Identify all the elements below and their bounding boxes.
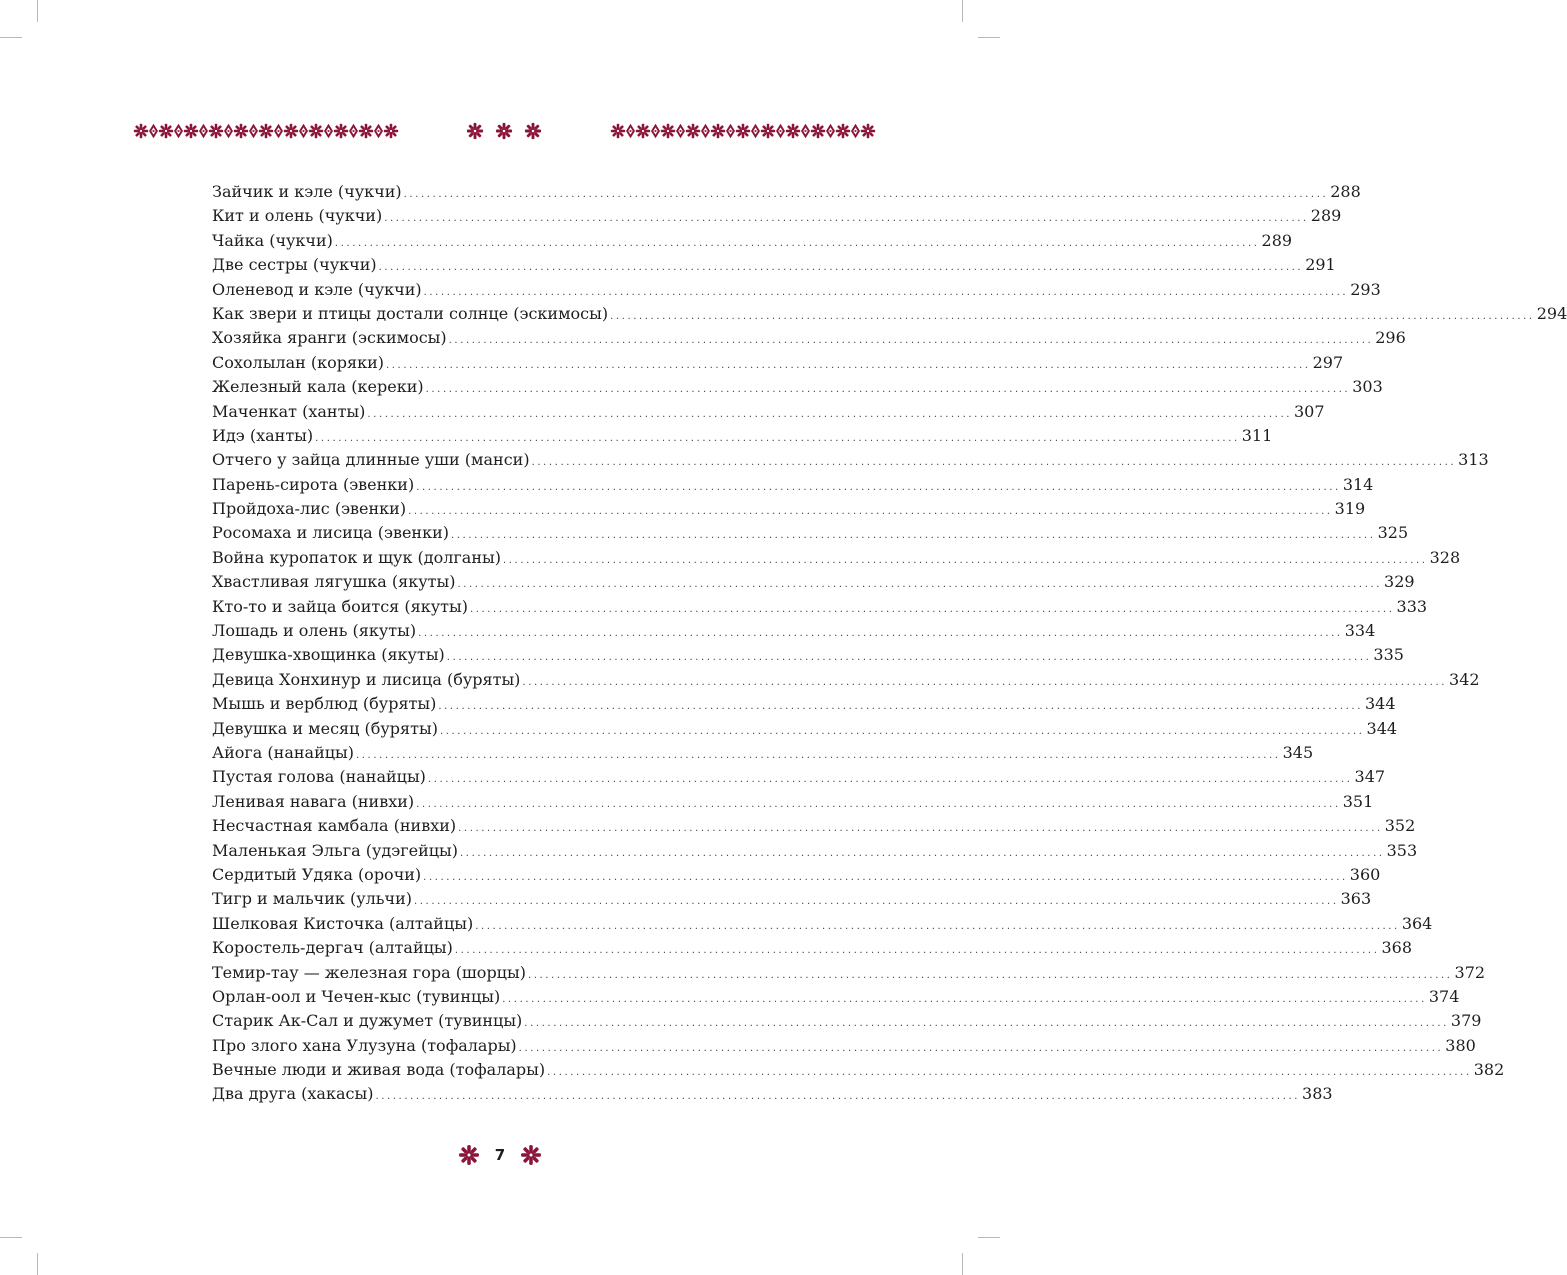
toc-entry-page: 291 [1305, 255, 1336, 275]
flower-ornament-icon [208, 123, 224, 139]
diamond-ornament-icon [751, 123, 760, 139]
diamond-ornament-icon [626, 123, 635, 139]
diamond-ornament-icon [374, 123, 383, 139]
crop-mark [962, 1253, 963, 1275]
toc-entry-page: 313 [1458, 450, 1489, 470]
dot-leader: ................................................................................................................................................................ [469, 603, 1395, 615]
dot-leader: ................................................................................................................................................................ [416, 798, 1341, 810]
toc-entry-title: Ленивая навага (нивхи) [212, 791, 415, 811]
dot-leader: ................................................................................................................................................................ [375, 1091, 1301, 1103]
toc-entry-title: Мышь и верблюд (буряты) [212, 694, 437, 714]
flower-ornament-icon [183, 123, 199, 139]
toc-entry-page: 325 [1377, 523, 1409, 543]
toc-entry-page: 363 [1340, 889, 1372, 909]
dot-leader: ................................................................................................................................................................ [423, 286, 1349, 298]
dot-leader: ................................................................................................................................................................ [416, 481, 1341, 493]
dot-leader: ................................................................................................................................................................ [527, 969, 1453, 981]
dot-leader: ................................................................................................................................................................ [367, 408, 1292, 420]
diamond-ornament-icon [274, 123, 283, 139]
toc-entry-page: 335 [1373, 645, 1404, 665]
dot-leader: ................................................................................................................................................................ [334, 237, 1260, 249]
flower-ornament-icon [358, 123, 374, 139]
flower-ornament-icon [860, 123, 876, 139]
toc-entry [212, 546, 1461, 570]
toc-entry-page: 351 [1342, 791, 1374, 811]
toc-entry-page: 334 [1344, 621, 1376, 641]
toc-entry [212, 668, 1480, 692]
dot-leader: ................................................................................................................................................................ [356, 749, 1281, 761]
crop-mark [37, 1253, 38, 1275]
dot-leader: ................................................................................................................................................................ [475, 920, 1400, 932]
toc-entry-page: 380 [1445, 1035, 1476, 1055]
crop-mark [0, 1237, 22, 1238]
dot-leader: ................................................................................................................................................................ [414, 896, 1339, 908]
toc-entry-page: 344 [1366, 718, 1398, 738]
toc-entry-page: 364 [1401, 913, 1433, 933]
flower-ornament-icon [810, 123, 826, 139]
toc-entry-page: 353 [1386, 840, 1418, 860]
toc-entry-title: Девушка-хвощинка (якуты) [212, 645, 445, 665]
toc-entry-title: Коростель-дергач (алтайцы) [212, 938, 453, 958]
toc-entry [212, 912, 1433, 936]
diamond-ornament-icon [801, 123, 810, 139]
toc-entry-title: Как звери и птицы достали солнце (эскимосы) [212, 303, 609, 323]
flower-ornament-icon [835, 123, 851, 139]
diamond-ornament-icon [149, 123, 158, 139]
toc-entry-page: 319 [1334, 499, 1366, 519]
toc-entry-title: Хвастливая лягушка (якуты) [212, 572, 456, 592]
toc-entry [212, 473, 1374, 497]
header-ornament-center [466, 116, 542, 146]
toc-entry-page: 294 [1536, 303, 1567, 323]
dot-leader: ................................................................................................................................................................ [315, 432, 1240, 444]
dot-leader: ................................................................................................................................................................ [454, 945, 1380, 957]
toc-entry-page: 329 [1384, 572, 1415, 592]
toc-entry-title: Шелковая Кисточка (алтайцы) [212, 913, 474, 933]
toc-entry-title: Оленевод и кэле (чукчи) [212, 279, 422, 299]
toc-entry [212, 278, 1381, 302]
toc-entry [212, 765, 1386, 789]
toc-entry-title: Орлан-оол и Чечен-кыс (тувинцы) [212, 986, 501, 1006]
flower-ornament-icon [520, 1144, 542, 1166]
toc-entry-page: 297 [1312, 352, 1344, 372]
toc-entry-title: Парень-сирота (эвенки) [212, 474, 415, 494]
toc-entry-title: Отчего у зайца длинные уши (манси) [212, 450, 530, 470]
dot-leader: ................................................................................................................................................................ [386, 359, 1311, 371]
toc-entry-page: 382 [1473, 1060, 1505, 1080]
dot-leader: ................................................................................................................................................................ [439, 725, 1365, 737]
toc-entry [212, 692, 1396, 716]
toc-entry-page: 296 [1375, 328, 1406, 348]
toc-entry [212, 229, 1293, 253]
toc-entry-title: Два друга (хакасы) [212, 1084, 374, 1104]
flower-ornament-icon [383, 123, 399, 139]
toc-entry-title: Хозяйка яранги (эскимосы) [212, 328, 447, 348]
toc-entry [212, 985, 1460, 1009]
diamond-ornament-icon [826, 123, 835, 139]
flower-ornament-icon [158, 123, 174, 139]
dot-leader: ................................................................................................................................................................ [502, 993, 1427, 1005]
toc-entry [212, 595, 1428, 619]
flower-ornament-icon [283, 123, 299, 139]
toc-entry [212, 717, 1398, 741]
flower-ornament-icon [735, 123, 751, 139]
toc-entry [212, 570, 1415, 594]
dot-leader: ................................................................................................................................................................ [547, 1067, 1472, 1079]
toc-entry [212, 643, 1404, 667]
flower-ornament-icon [635, 123, 651, 139]
toc-entry-page: 333 [1396, 596, 1428, 616]
toc-entry-page: 345 [1282, 742, 1314, 762]
toc-entry-page: 289 [1261, 230, 1293, 250]
toc-entry [212, 961, 1486, 985]
toc-entry-title: Сердитый Удяка (орочи) [212, 864, 422, 884]
flower-ornament-icon [685, 123, 701, 139]
dot-leader: ................................................................................................................................................................ [408, 506, 1333, 518]
flower-ornament-icon [466, 122, 484, 140]
toc-entry-page: 311 [1241, 425, 1273, 445]
toc-entry-title: Война куропаток и щук (долганы) [212, 547, 501, 567]
toc-entry-title: Пройдоха-лис (эвенки) [212, 499, 407, 519]
diamond-ornament-icon [199, 123, 208, 139]
diamond-ornament-icon [324, 123, 333, 139]
toc-entry-title: Сохолылан (коряки) [212, 352, 384, 372]
toc-entry [212, 741, 1314, 765]
dot-leader: ................................................................................................................................................................ [446, 652, 1372, 664]
toc-entry-title: Айога (нанайцы) [212, 742, 354, 762]
toc-entry [212, 936, 1413, 960]
toc-entry [212, 1058, 1505, 1082]
toc-entry-page: 360 [1349, 864, 1381, 884]
flower-ornament-icon [333, 123, 349, 139]
toc-entry-page: 303 [1352, 377, 1383, 397]
toc-entry-title: Тигр и мальчик (ульчи) [212, 889, 412, 909]
toc-entry-title: Про злого хана Улузуна (тофалары) [212, 1035, 517, 1055]
toc-entry [212, 375, 1383, 399]
toc-entry-title: Маченкат (ханты) [212, 401, 366, 421]
diamond-ornament-icon [676, 123, 685, 139]
dot-leader: ................................................................................................................................................................ [531, 457, 1457, 469]
dot-leader: ................................................................................................................................................................ [610, 310, 1535, 322]
flower-ornament-icon [308, 123, 324, 139]
dot-leader: ................................................................................................................................................................ [427, 774, 1353, 786]
toc-entry-title: Идэ (ханты) [212, 425, 314, 445]
dot-leader: ................................................................................................................................................................ [448, 335, 1374, 347]
toc-entry-page: 288 [1330, 182, 1361, 201]
toc-entry-title: Чайка (чукчи) [212, 230, 333, 250]
flower-ornament-icon [760, 123, 776, 139]
toc-entry-title: Маленькая Эльга (удэгейцы) [212, 840, 459, 860]
dot-leader: ................................................................................................................................................................ [502, 554, 1428, 566]
toc-entry [212, 839, 1418, 863]
dot-leader: ................................................................................................................................................................ [378, 262, 1304, 274]
dot-leader: ................................................................................................................................................................ [458, 823, 1383, 835]
crop-mark [978, 37, 1000, 38]
toc-entry [212, 619, 1376, 643]
toc-entry-page: 352 [1384, 816, 1416, 836]
toc-entry-title: Пустая голова (нанайцы) [212, 767, 426, 787]
toc-entry-title: Лошадь и олень (якуты) [212, 621, 417, 641]
crop-mark [962, 0, 963, 22]
dot-leader: ................................................................................................................................................................ [384, 213, 1309, 225]
dot-leader: ................................................................................................................................................................ [518, 1042, 1444, 1054]
toc-entry [212, 253, 1336, 277]
crop-mark [978, 1237, 1000, 1238]
flower-ornament-icon [233, 123, 249, 139]
flower-ornament-icon [610, 123, 626, 139]
header-ornament-left [133, 116, 391, 146]
toc-entry [212, 302, 1567, 326]
toc-entry-title: Вечные люди и живая вода (тофалары) [212, 1060, 546, 1080]
diamond-ornament-icon [851, 123, 860, 139]
toc-entry-title: Железный кала (кереки) [212, 377, 424, 397]
toc-entry-title: Две сестры (чукчи) [212, 255, 377, 275]
toc-entry-title: Зайчик и кэле (чукчи) [212, 182, 402, 201]
toc-entry-page: 383 [1302, 1084, 1333, 1104]
dot-leader: ................................................................................................................................................................ [460, 847, 1385, 859]
toc-entry-page: 314 [1342, 474, 1374, 494]
toc-entry [212, 1009, 1482, 1033]
toc-entry-title: Девица Хонхинур и лисица (буряты) [212, 669, 521, 689]
diamond-ornament-icon [776, 123, 785, 139]
toc-entry-page: 374 [1428, 986, 1460, 1006]
toc-entry [212, 424, 1273, 448]
flower-ornament-icon [710, 123, 726, 139]
diamond-ornament-icon [651, 123, 660, 139]
toc-entry-page: 368 [1381, 938, 1413, 958]
toc-entry [212, 887, 1372, 911]
toc-entry-title: Старик Ак-Сал и дужумет (тувинцы) [212, 1011, 523, 1031]
dot-leader: ................................................................................................................................................................ [451, 530, 1376, 542]
toc-entry-page: 289 [1310, 206, 1342, 226]
flower-ornament-icon [133, 123, 149, 139]
toc-entry [212, 448, 1489, 472]
toc-entry [212, 1082, 1333, 1106]
toc-entry-page: 372 [1454, 962, 1486, 982]
page-number: 7 [494, 1146, 506, 1164]
toc-entry-title: Кит и олень (чукчи) [212, 206, 383, 226]
dot-leader: ................................................................................................................................................................ [438, 701, 1363, 713]
diamond-ornament-icon [701, 123, 710, 139]
header-ornament-right [610, 116, 868, 146]
crop-mark [37, 0, 38, 22]
diamond-ornament-icon [249, 123, 258, 139]
toc-entry-title: Темир-тау — железная гора (шорцы) [212, 962, 526, 982]
toc-entry [212, 180, 1361, 204]
diamond-ornament-icon [726, 123, 735, 139]
toc-entry-page: 379 [1450, 1011, 1482, 1031]
flower-ornament-icon [660, 123, 676, 139]
flower-ornament-icon [524, 122, 542, 140]
toc-entry [212, 790, 1374, 814]
flower-ornament-icon [785, 123, 801, 139]
toc-entry [212, 814, 1416, 838]
dot-leader: ................................................................................................................................................................ [457, 579, 1383, 591]
toc-entry [212, 326, 1406, 350]
toc-entry [212, 400, 1325, 424]
toc-entry-page: 293 [1350, 279, 1381, 299]
toc-entry-page: 347 [1354, 767, 1386, 787]
toc-entry-page: 344 [1364, 694, 1396, 714]
toc-entry-title: Несчастная камбала (нивхи) [212, 816, 457, 836]
diamond-ornament-icon [174, 123, 183, 139]
dot-leader: ................................................................................................................................................................ [403, 189, 1329, 200]
toc-entry [212, 351, 1344, 375]
toc-entry [212, 521, 1409, 545]
dot-leader: ................................................................................................................................................................ [524, 1018, 1449, 1030]
flower-ornament-icon [258, 123, 274, 139]
dot-leader: ................................................................................................................................................................ [418, 628, 1343, 640]
toc-entry-page: 342 [1449, 669, 1480, 689]
toc-entry [212, 1034, 1476, 1058]
page-footer [458, 1141, 542, 1169]
diamond-ornament-icon [349, 123, 358, 139]
toc-entry [212, 497, 1366, 521]
toc-entry-page: 307 [1294, 401, 1325, 421]
toc-entry-title: Девушка и месяц (буряты) [212, 718, 438, 738]
table-of-contents [212, 180, 1567, 1107]
flower-ornament-icon [458, 1144, 480, 1166]
dot-leader: ................................................................................................................................................................ [425, 384, 1351, 396]
crop-mark [0, 37, 22, 38]
dot-leader: ................................................................................................................................................................ [423, 871, 1348, 883]
toc-entry-page: 328 [1429, 547, 1461, 567]
dot-leader: ................................................................................................................................................................ [522, 676, 1448, 688]
diamond-ornament-icon [224, 123, 233, 139]
diamond-ornament-icon [299, 123, 308, 139]
toc-entry-title: Кто-то и зайца боится (якуты) [212, 596, 468, 616]
toc-entry [212, 204, 1342, 228]
toc-entry-title: Росомаха и лисица (эвенки) [212, 523, 449, 543]
flower-ornament-icon [495, 122, 513, 140]
toc-entry [212, 863, 1381, 887]
